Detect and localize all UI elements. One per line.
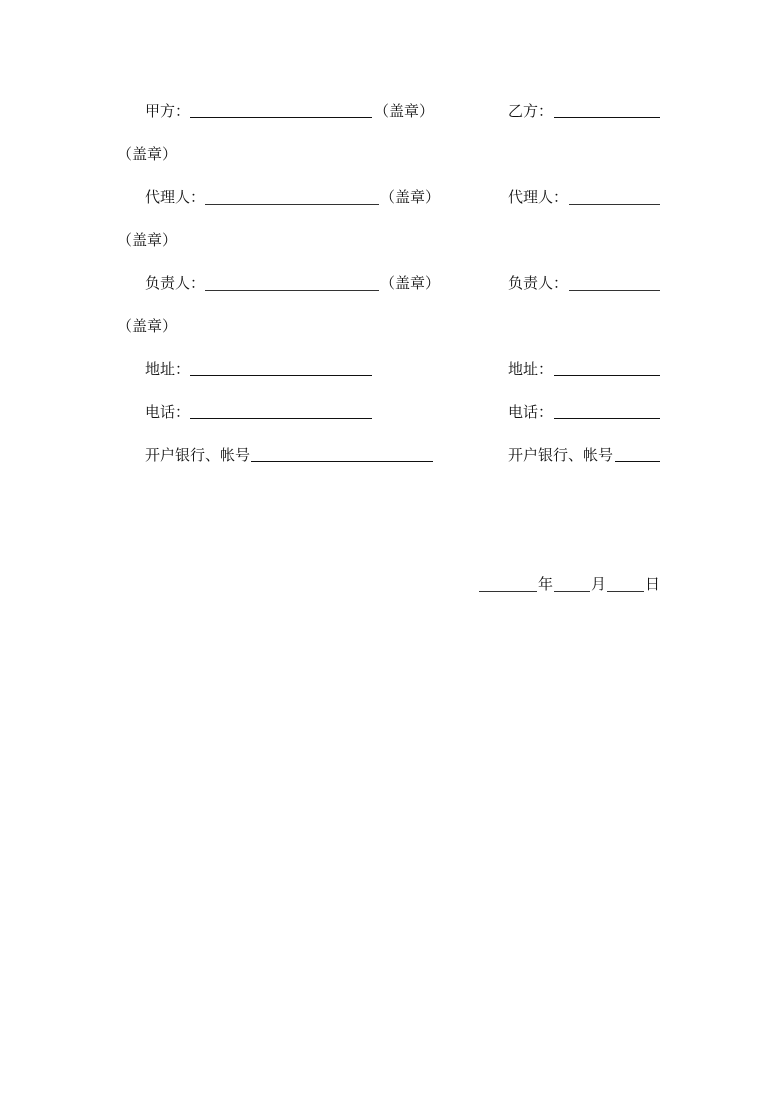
agent-a-field-line[interactable] bbox=[205, 204, 379, 205]
date-day-line[interactable] bbox=[607, 591, 644, 592]
address-b-field-line[interactable] bbox=[554, 375, 660, 376]
principal-a-label: 负责人： bbox=[145, 274, 206, 292]
bank-a-field-line[interactable] bbox=[251, 461, 433, 462]
agent-b-label: 代理人： bbox=[508, 188, 569, 206]
phone-b-field-line[interactable] bbox=[554, 418, 660, 419]
phone-b-label: 电话： bbox=[508, 403, 554, 421]
agent-b-field-line[interactable] bbox=[569, 204, 660, 205]
bank-b-field-line[interactable] bbox=[615, 461, 660, 462]
date-month-line[interactable] bbox=[554, 591, 590, 592]
principal-b-field-line[interactable] bbox=[569, 290, 660, 291]
date-year-line[interactable] bbox=[479, 591, 537, 592]
agent-b-seal-label: （盖章） bbox=[117, 231, 178, 249]
party-a-field-line[interactable] bbox=[190, 117, 372, 118]
principal-a-seal-label: （盖章） bbox=[380, 274, 441, 292]
bank-b-label: 开户银行、帐号 bbox=[508, 446, 614, 464]
date-year-label: 年 bbox=[538, 575, 554, 593]
date-day-label: 日 bbox=[645, 575, 661, 593]
phone-a-field-line[interactable] bbox=[190, 418, 372, 419]
principal-a-field-line[interactable] bbox=[205, 290, 379, 291]
address-b-label: 地址： bbox=[508, 360, 554, 378]
party-a-label: 甲方： bbox=[145, 102, 191, 120]
address-a-field-line[interactable] bbox=[190, 375, 372, 376]
party-b-label: 乙方： bbox=[508, 102, 554, 120]
agent-a-label: 代理人： bbox=[145, 188, 206, 206]
address-a-label: 地址： bbox=[145, 360, 191, 378]
party-a-seal-label: （盖章） bbox=[374, 102, 435, 120]
principal-b-label: 负责人： bbox=[508, 274, 569, 292]
bank-a-label: 开户银行、帐号 bbox=[145, 446, 251, 464]
agent-a-seal-label: （盖章） bbox=[380, 188, 441, 206]
date-month-label: 月 bbox=[591, 575, 607, 593]
principal-b-seal-label: （盖章） bbox=[117, 317, 178, 335]
phone-a-label: 电话： bbox=[145, 403, 191, 421]
party-b-seal-label: （盖章） bbox=[117, 145, 178, 163]
party-b-field-line[interactable] bbox=[554, 117, 660, 118]
